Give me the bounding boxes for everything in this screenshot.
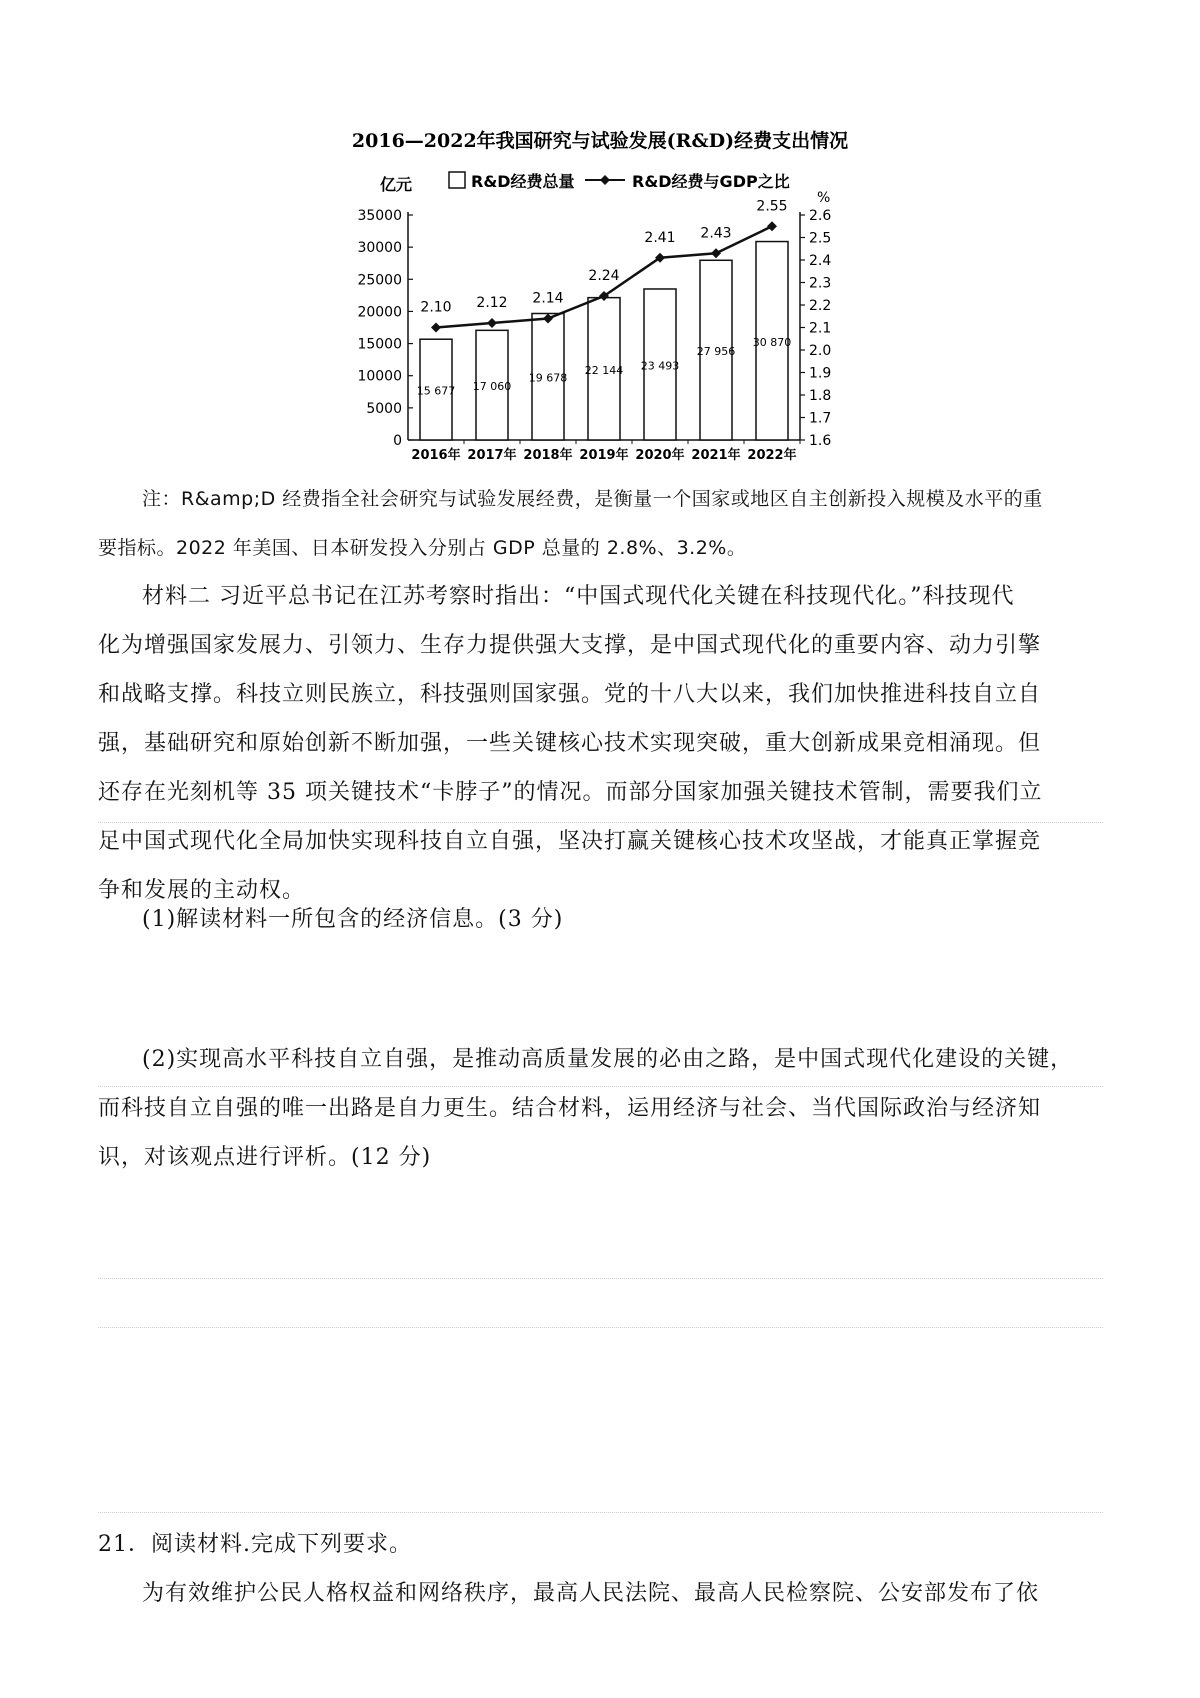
y-left-tick-label: 20000 <box>357 304 402 321</box>
dotted-rule <box>98 1512 1103 1513</box>
y-left-tick-label: 0 <box>393 433 402 449</box>
rd-chart <box>0 0 1200 470</box>
y-left-tick-label: 10000 <box>357 368 402 385</box>
y-left-tick-label: 5000 <box>366 400 402 417</box>
question-1 <box>98 895 1103 944</box>
ratio-label: 2.41 <box>644 229 676 246</box>
question-1-text: (1)解读材料一所包含的经济信息。(3 分) <box>142 907 564 932</box>
dotted-rule <box>98 1278 1103 1279</box>
x-tick-label: 2020年 <box>635 448 685 463</box>
ratio-point <box>431 323 441 333</box>
question-21 <box>98 1520 1103 1618</box>
y-right-unit: % <box>817 190 831 206</box>
x-tick-label: 2021年 <box>691 448 741 463</box>
y-right-tick-label: 2.1 <box>809 320 832 337</box>
x-tick-label: 2017年 <box>467 448 517 463</box>
legend-line-marker <box>600 175 610 185</box>
y-right-tick-label: 2.3 <box>809 275 832 292</box>
x-tick-label: 2016年 <box>411 448 461 463</box>
y-right-tick-label: 1.9 <box>809 365 832 382</box>
y-right-tick-label: 2.2 <box>809 298 832 314</box>
ratio-label: 2.14 <box>532 290 564 307</box>
bar-value-label: 15 677 <box>416 384 456 398</box>
ratio-point <box>767 221 777 231</box>
legend-bar-swatch <box>449 172 465 188</box>
note-line-1: 注：R&amp;D 经费指全社会研究与试验发展经费，是衡量一个国家或地区自主创新投入规模及水平的重 <box>142 488 1043 510</box>
bar-value-label: 27 956 <box>696 345 736 359</box>
y-right-tick-label: 2.5 <box>809 230 832 247</box>
chart-title: 2016—2022年我国研究与试验发展(R&D)经费支出情况 <box>351 130 849 152</box>
material-line: 材料二 习近平总书记在江苏考察时指出：“中国式现代化关键在科技现代化。”科技现代 <box>142 584 1015 609</box>
question-21-heading: 21．阅读材料.完成下列要求。 <box>98 1532 412 1557</box>
y-left-unit: 亿元 <box>380 175 413 194</box>
bar-value-label: 30 870 <box>752 335 792 349</box>
ratio-point <box>487 318 497 328</box>
y-left-tick-label: 15000 <box>357 336 402 353</box>
y-right-tick-label: 1.7 <box>809 410 832 427</box>
x-tick-label: 2022年 <box>747 448 797 463</box>
legend-bar-label: R&D经费总量 <box>471 172 575 191</box>
y-left-tick-label: 25000 <box>357 272 402 289</box>
ratio-label: 2.24 <box>588 268 620 284</box>
material-line: 还存在光刻机等 35 项关键技术“卡脖子”的情况。而部分国家加强关键技术管制，需要我们立 <box>98 780 1043 805</box>
y-right-tick-label: 2.0 <box>809 343 832 359</box>
bar-value-label: 19 678 <box>528 371 568 385</box>
dotted-rule <box>98 1327 1103 1328</box>
material-line: 足中国式现代化全局加快实现科技自立自强，坚决打赢关键核心技术攻坚战，才能真正掌握竞 <box>98 829 1042 854</box>
question-2-line: 识，对该观点进行评析。(12 分) <box>98 1145 432 1170</box>
chart-svg <box>0 0 1200 470</box>
ratio-label: 2.55 <box>756 198 788 215</box>
material-line: 强，基础研究和原始创新不断加强，一些关键核心技术实现突破，重大创新成果竞相涌现。但 <box>98 731 1042 756</box>
question-21-line: 为有效维护公民人格权益和网络秩序，最高人民法院、最高人民检察院、公安部发布了依 <box>142 1581 1040 1606</box>
y-left-tick-label: 30000 <box>357 240 402 257</box>
chart-note <box>98 475 1103 573</box>
y-right-tick-label: 1.6 <box>809 433 832 449</box>
material-line: 和战略支撑。科技立则民族立，科技强则国家强。党的十八大以来，我们加快推进科技自立自 <box>98 682 1042 707</box>
x-tick-label: 2019年 <box>579 448 629 463</box>
ratio-label: 2.43 <box>700 225 732 242</box>
dotted-rule <box>98 1086 1103 1087</box>
bar-value-label: 23 493 <box>640 359 680 373</box>
question-2 <box>98 1035 1103 1182</box>
material-two <box>98 572 1103 915</box>
y-left-tick-label: 35000 <box>357 208 402 224</box>
y-right-tick-label: 1.8 <box>809 388 832 404</box>
material-line: 争和发展的主动权。 <box>98 878 306 903</box>
legend-line-label: R&D经费与GDP之比 <box>632 172 790 191</box>
bar-value-label: 22 144 <box>584 363 624 377</box>
ratio-label: 2.10 <box>420 299 452 316</box>
ratio-label: 2.12 <box>476 295 508 311</box>
note-line-2: 要指标。2022 年美国、日本研发投入分别占 GDP 总量的 2.8%、3.2%。 <box>98 537 747 559</box>
ratio-point <box>711 248 721 258</box>
material-line: 化为增强国家发展力、引领力、生存力提供强大支撑，是中国式现代化的重要内容、动力引擎 <box>98 633 1042 658</box>
y-right-tick-label: 2.6 <box>809 208 832 224</box>
question-2-line: (2)实现高水平科技自立自强，是推动高质量发展的必由之路，是中国式现代化建设的关键， <box>142 1047 1074 1072</box>
x-tick-label: 2018年 <box>523 448 573 463</box>
dotted-rule <box>98 822 1103 823</box>
question-2-line: 而科技自立自强的唯一出路是自力更生。结合材料，运用经济与社会、当代国际政治与经济知 <box>98 1096 1042 1121</box>
bar-value-label: 17 060 <box>472 380 512 394</box>
y-right-tick-label: 2.4 <box>809 253 832 269</box>
